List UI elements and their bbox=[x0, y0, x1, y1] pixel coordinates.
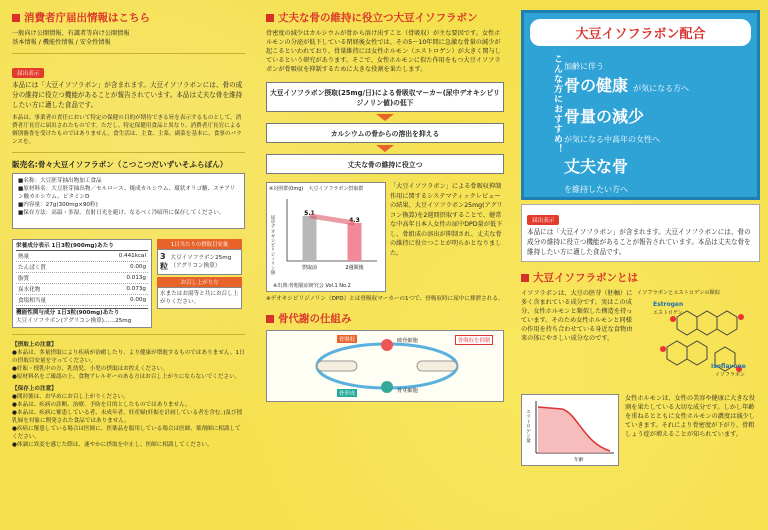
estrogen-desc: 女性ホルモンは、女性の美容や健康に大きな役割を果たしている大切な成分です。しかし年齢を重ねるとともに女性ホルモンの濃度は減少していきます。それにより骨密度が下がり、骨粗しょう症が増えることが知られています。 bbox=[625, 395, 755, 438]
label-formation: 骨形成 bbox=[339, 391, 356, 397]
storage-line: ●疾病に罹患している場合は医師に、医薬品を服用している場合は医師、薬剤師に相談してください。 bbox=[12, 426, 241, 440]
consumer-info-header bbox=[12, 10, 245, 25]
square-bullet-icon bbox=[266, 315, 274, 323]
storage-line: ●開封後は、お早めにお召し上がりください。 bbox=[12, 394, 129, 400]
chart-category-label: 2週間後 bbox=[345, 265, 364, 271]
osteoblast-icon bbox=[381, 381, 393, 393]
label-osteoblast: 骨芽細胞 bbox=[397, 388, 418, 394]
metabolism-header-text: 骨代謝の仕組み bbox=[278, 313, 352, 325]
estrogen-graph bbox=[521, 394, 619, 466]
graph-ylabel: エストロゲン量 bbox=[525, 409, 530, 443]
consumer-info-header-text: 消費者庁届出情報はこちら bbox=[24, 12, 150, 24]
divider bbox=[12, 152, 245, 153]
square-bullet-icon bbox=[521, 274, 529, 282]
item-post: が気になる中高年の女性へ bbox=[564, 135, 660, 144]
functional-title: 機能性関与成分 1日3粒(900mg)あたり bbox=[16, 308, 148, 317]
square-bullet-icon bbox=[12, 14, 20, 22]
notification-claim: 本品には「大豆イソフラボン」が含まれます。大豆イソフラボンには、骨の成分の維持に役立つ機能があることが報告されています。本品は丈夫な骨を維持したい方に適した食品です。 bbox=[12, 81, 243, 109]
metabolism-diagram bbox=[266, 330, 504, 402]
dose-content bbox=[157, 249, 242, 275]
bone-section-header bbox=[266, 10, 504, 25]
label-osteoclast: 破骨細胞 bbox=[397, 338, 418, 344]
storage-title: 【保存上の注意】 bbox=[12, 386, 57, 392]
nutrient-value: 0.073g bbox=[83, 284, 148, 295]
nutrition-table bbox=[16, 251, 148, 306]
storage-line: ●本品は、疾病の診断、治療、予防を目的としたものではありません。 bbox=[12, 402, 191, 408]
nutrient-value: 0.00g bbox=[83, 262, 148, 273]
item-post: を維持したい方へ bbox=[564, 185, 628, 194]
nutrient-name: たんぱく質 bbox=[16, 262, 83, 273]
nutrient-name: 熱量 bbox=[16, 251, 83, 262]
table-row bbox=[16, 284, 148, 295]
flow-step-2: カルシウムの骨からの溶出を抑える bbox=[266, 123, 504, 143]
flow-step-3: 丈夫な骨の維持に役立つ bbox=[266, 154, 504, 174]
nutrition-title: 栄養成分表示 1日3粒(900mg)あたり bbox=[16, 242, 148, 251]
chart-bar bbox=[348, 223, 362, 261]
list-item bbox=[564, 154, 751, 196]
item-big: 丈夫な骨 bbox=[564, 157, 629, 176]
chart-category-label: 摂取前 bbox=[301, 265, 318, 271]
functional-value: 大豆イソフラボン(アグリコン換算)……25mg bbox=[16, 318, 132, 324]
divider bbox=[12, 53, 245, 54]
down-arrow-icon bbox=[376, 145, 394, 152]
spec-line: ■保存方法：高温・多湿、直射日光を避け、なるべく冷暗所に保存してください。 bbox=[18, 210, 225, 216]
dose-note: 大豆イソフラボン25mg（アグリコン換算） bbox=[170, 255, 232, 269]
study-description: 「大豆イソフラボン」による骨吸収抑制作用に関するシステマティックレビューの結果、大豆イソフラボン25mg(アグリコン換算)を2週間摂取することで、健常な中高年日本人女性の尿中DPD量が低下し、骨組成の溶出が抑制され、丈夫な骨の維持に役立つことが明らかとなりました。 bbox=[390, 183, 503, 257]
spec-box bbox=[12, 173, 245, 229]
caution-line: ●原材料名をご確認の上、食物アレルギーのある方はお召し上がりにならないでください。 bbox=[12, 374, 241, 380]
caution-line: ●本品は、多量摂取により疾病が治癒したり、より健康が増進するものではありません。1日の摂取目安量を守ってください。 bbox=[12, 350, 245, 364]
estrogen-row bbox=[521, 394, 760, 466]
chart-ylabel: 尿中デオキシピリジノリン値 bbox=[270, 215, 275, 275]
bone-section-header-text: 丈夫な骨の維持に役立つ大豆イソフラボン bbox=[278, 12, 478, 24]
isoflavone-header-text: 大豆イソフラボンとは bbox=[533, 272, 638, 284]
dose-box bbox=[157, 239, 242, 328]
estrogen-jp-label: エストロゲン bbox=[653, 310, 683, 316]
divider bbox=[12, 334, 245, 335]
item-big: 骨量の減少 bbox=[564, 107, 645, 126]
nutrient-name: 炭水化物 bbox=[16, 284, 83, 295]
table-row bbox=[16, 262, 148, 273]
isoflavone-label: Isoflavone bbox=[711, 363, 746, 370]
study-row bbox=[266, 182, 504, 292]
storage-line: ●体調に異変を感じた際は、速やかに摂取を中止し、医師に相談してください。 bbox=[12, 442, 213, 448]
isoflavone-desc: イソフラボンは、大豆の胚芽（胚軸）に多く含まれている成分です。実はこの成分、女性ホルモンと類似した構造を持っています。そのため女性ホルモンと同様の作用を持ち合わせている身近な食物由来の体にやさしい成分なのです。 bbox=[521, 290, 633, 342]
notification-claim: 本品には「大豆イソフラボン」が含まれます。大豆イソフラボンには、骨の成分の維持に役立つ機能があることが報告されています。本品は丈夫な骨を維持したい方に適した食品です。 bbox=[527, 228, 751, 256]
item-post: が気になる方へ bbox=[633, 84, 690, 93]
column-isoflavone bbox=[515, 0, 768, 530]
nutrient-value: 0.00g bbox=[83, 295, 148, 306]
column-consumer-info bbox=[0, 0, 253, 530]
notification-box bbox=[521, 204, 760, 262]
nutrition-row bbox=[12, 239, 245, 328]
table-row bbox=[16, 295, 148, 306]
method-text: 水またはお湯等と共にお召し上がりください。 bbox=[157, 287, 242, 309]
nutrition-box bbox=[12, 239, 152, 328]
notification-tag: 届出表示 bbox=[12, 68, 44, 78]
info-link-2[interactable]: 基本情報 / 機能性情報 / 安全性情報 bbox=[12, 39, 111, 46]
chart-bar bbox=[303, 216, 317, 261]
spec-line: ■内容量：27g(300mg×90粒) bbox=[18, 202, 98, 208]
item-pre: 加齢に伴う bbox=[564, 62, 604, 71]
isoflavone-header bbox=[521, 270, 760, 285]
dose-count: 3粒 bbox=[160, 252, 168, 271]
nutrient-name: 食塩相当量 bbox=[16, 295, 83, 306]
product-name: 販売名:骨々大豆イソフラボン（こつこつだいずいそふらぼん） bbox=[12, 160, 228, 169]
effect-flow bbox=[266, 82, 504, 174]
caution-line: ●妊娠・授乳中の方、乳幼児、小児の摂取はお控えください。 bbox=[12, 366, 168, 372]
metabolism-header bbox=[266, 311, 504, 326]
caution-title: 【摂取上の注意】 bbox=[12, 342, 57, 348]
storage-line: ●本品は、疾病に罹患している者、未成年者、妊産婦(妊娠を計画している者を含む。)及び授乳婦を対象に開発された食品ではありません。 bbox=[12, 410, 243, 424]
chart-axis bbox=[287, 199, 377, 261]
label-resorption: 骨吸収 bbox=[339, 337, 356, 343]
spec-line: ■名称：大豆胚芽抽出物加工食品 bbox=[18, 178, 102, 184]
recommend-panel bbox=[521, 10, 760, 200]
estrogen-decline-graph bbox=[522, 395, 618, 465]
label-suppress: 骨吸収を抑制 bbox=[455, 335, 493, 345]
estrogen-label: Estrogen bbox=[653, 301, 684, 308]
chart-data-label: 4.3 bbox=[349, 216, 360, 224]
down-arrow-icon bbox=[376, 114, 394, 121]
item-big: 骨の健康 bbox=[564, 76, 629, 95]
isoflavone-row bbox=[521, 289, 760, 384]
structure-figure bbox=[637, 289, 757, 384]
square-bullet-icon bbox=[266, 14, 274, 22]
recommend-body bbox=[530, 54, 751, 196]
chart-source: ※出典:骨粗鬆症研究会 Vol.1 No.2 bbox=[273, 283, 351, 289]
recommend-list bbox=[564, 54, 751, 196]
nutrient-name: 脂質 bbox=[16, 273, 83, 284]
list-item bbox=[564, 104, 751, 146]
flow-step-1: 大豆イソフラボン摂取(25mg/日)による骨吸収マーカー(尿中デオキシピリジノリン値)の低下 bbox=[266, 82, 504, 112]
study-chart bbox=[266, 182, 386, 292]
dpd-footnote: ※デオキシピリジノリン（DPD）とは骨吸収マーカーの1つで、骨吸収時に尿中に排泄される。 bbox=[266, 296, 504, 302]
structure-title: イソフラボンとエストロゲンの類似 bbox=[637, 290, 720, 296]
isoflavone-jp-label: イソフラボン bbox=[715, 372, 746, 378]
spec-line: ■原材料名：大豆胚芽抽出物／セルロース、焼成カルシウム、環状オリゴ糖、ステアリン酸カルシウム、ビタミンD bbox=[18, 186, 236, 200]
nutrient-value: 0.013g bbox=[83, 273, 148, 284]
dose-title: 1日当たりの摂取目安量 bbox=[157, 239, 242, 249]
osteoclast-icon bbox=[381, 339, 393, 351]
chart-data-label: 5.1 bbox=[304, 209, 315, 217]
table-row bbox=[16, 273, 148, 284]
vertical-recommend-text: こんな方におすすめ！ bbox=[552, 54, 562, 154]
study-bar-chart bbox=[269, 193, 383, 275]
graph-xlabel: 年齢 bbox=[574, 458, 584, 463]
nutrient-value: 0.441kcal bbox=[83, 251, 148, 262]
panel-title: 大豆イソフラボン配合 bbox=[530, 19, 751, 46]
table-row bbox=[16, 251, 148, 262]
chart-note: ※対照群(0mg) 大豆イソフラボン摂取群 bbox=[269, 186, 364, 192]
column-bone-health bbox=[258, 0, 510, 530]
list-item bbox=[564, 54, 751, 96]
notification-tag: 届出表示 bbox=[527, 215, 559, 225]
bone-intro: 骨密度の減少はカルシウムが骨から溶け出すこと（骨吸収）が主な要因です。女性ホルモンの分泌が低下している閉経後女性では、その5〜10年間に急激な骨量の減少が起こるといわれており、骨量維持には女性ホルモン（エストロゲン）が大きく関与しているという研究があります。そこで、女性ホルモンに似た作用をもつ大豆イソフラボンが骨吸収を抑制するために大きな役割を果たします。 bbox=[266, 30, 501, 73]
method-title: お召し上がり方 bbox=[157, 277, 242, 287]
legal-notice: 本品は、事業者の責任において特定の保健の目的が期待できる旨を表示するものとして、消費者庁長官に届出されたものです。ただし、特定保健用食品と異なり、消費者庁長官による個別審査を受けたものではありません。食生活は、主食、主菜、副菜を基本に、食事のバランスを。 bbox=[12, 115, 242, 145]
info-link-1[interactable]: 一般向け公開情報、有識者等向け公開情報 bbox=[12, 30, 130, 37]
